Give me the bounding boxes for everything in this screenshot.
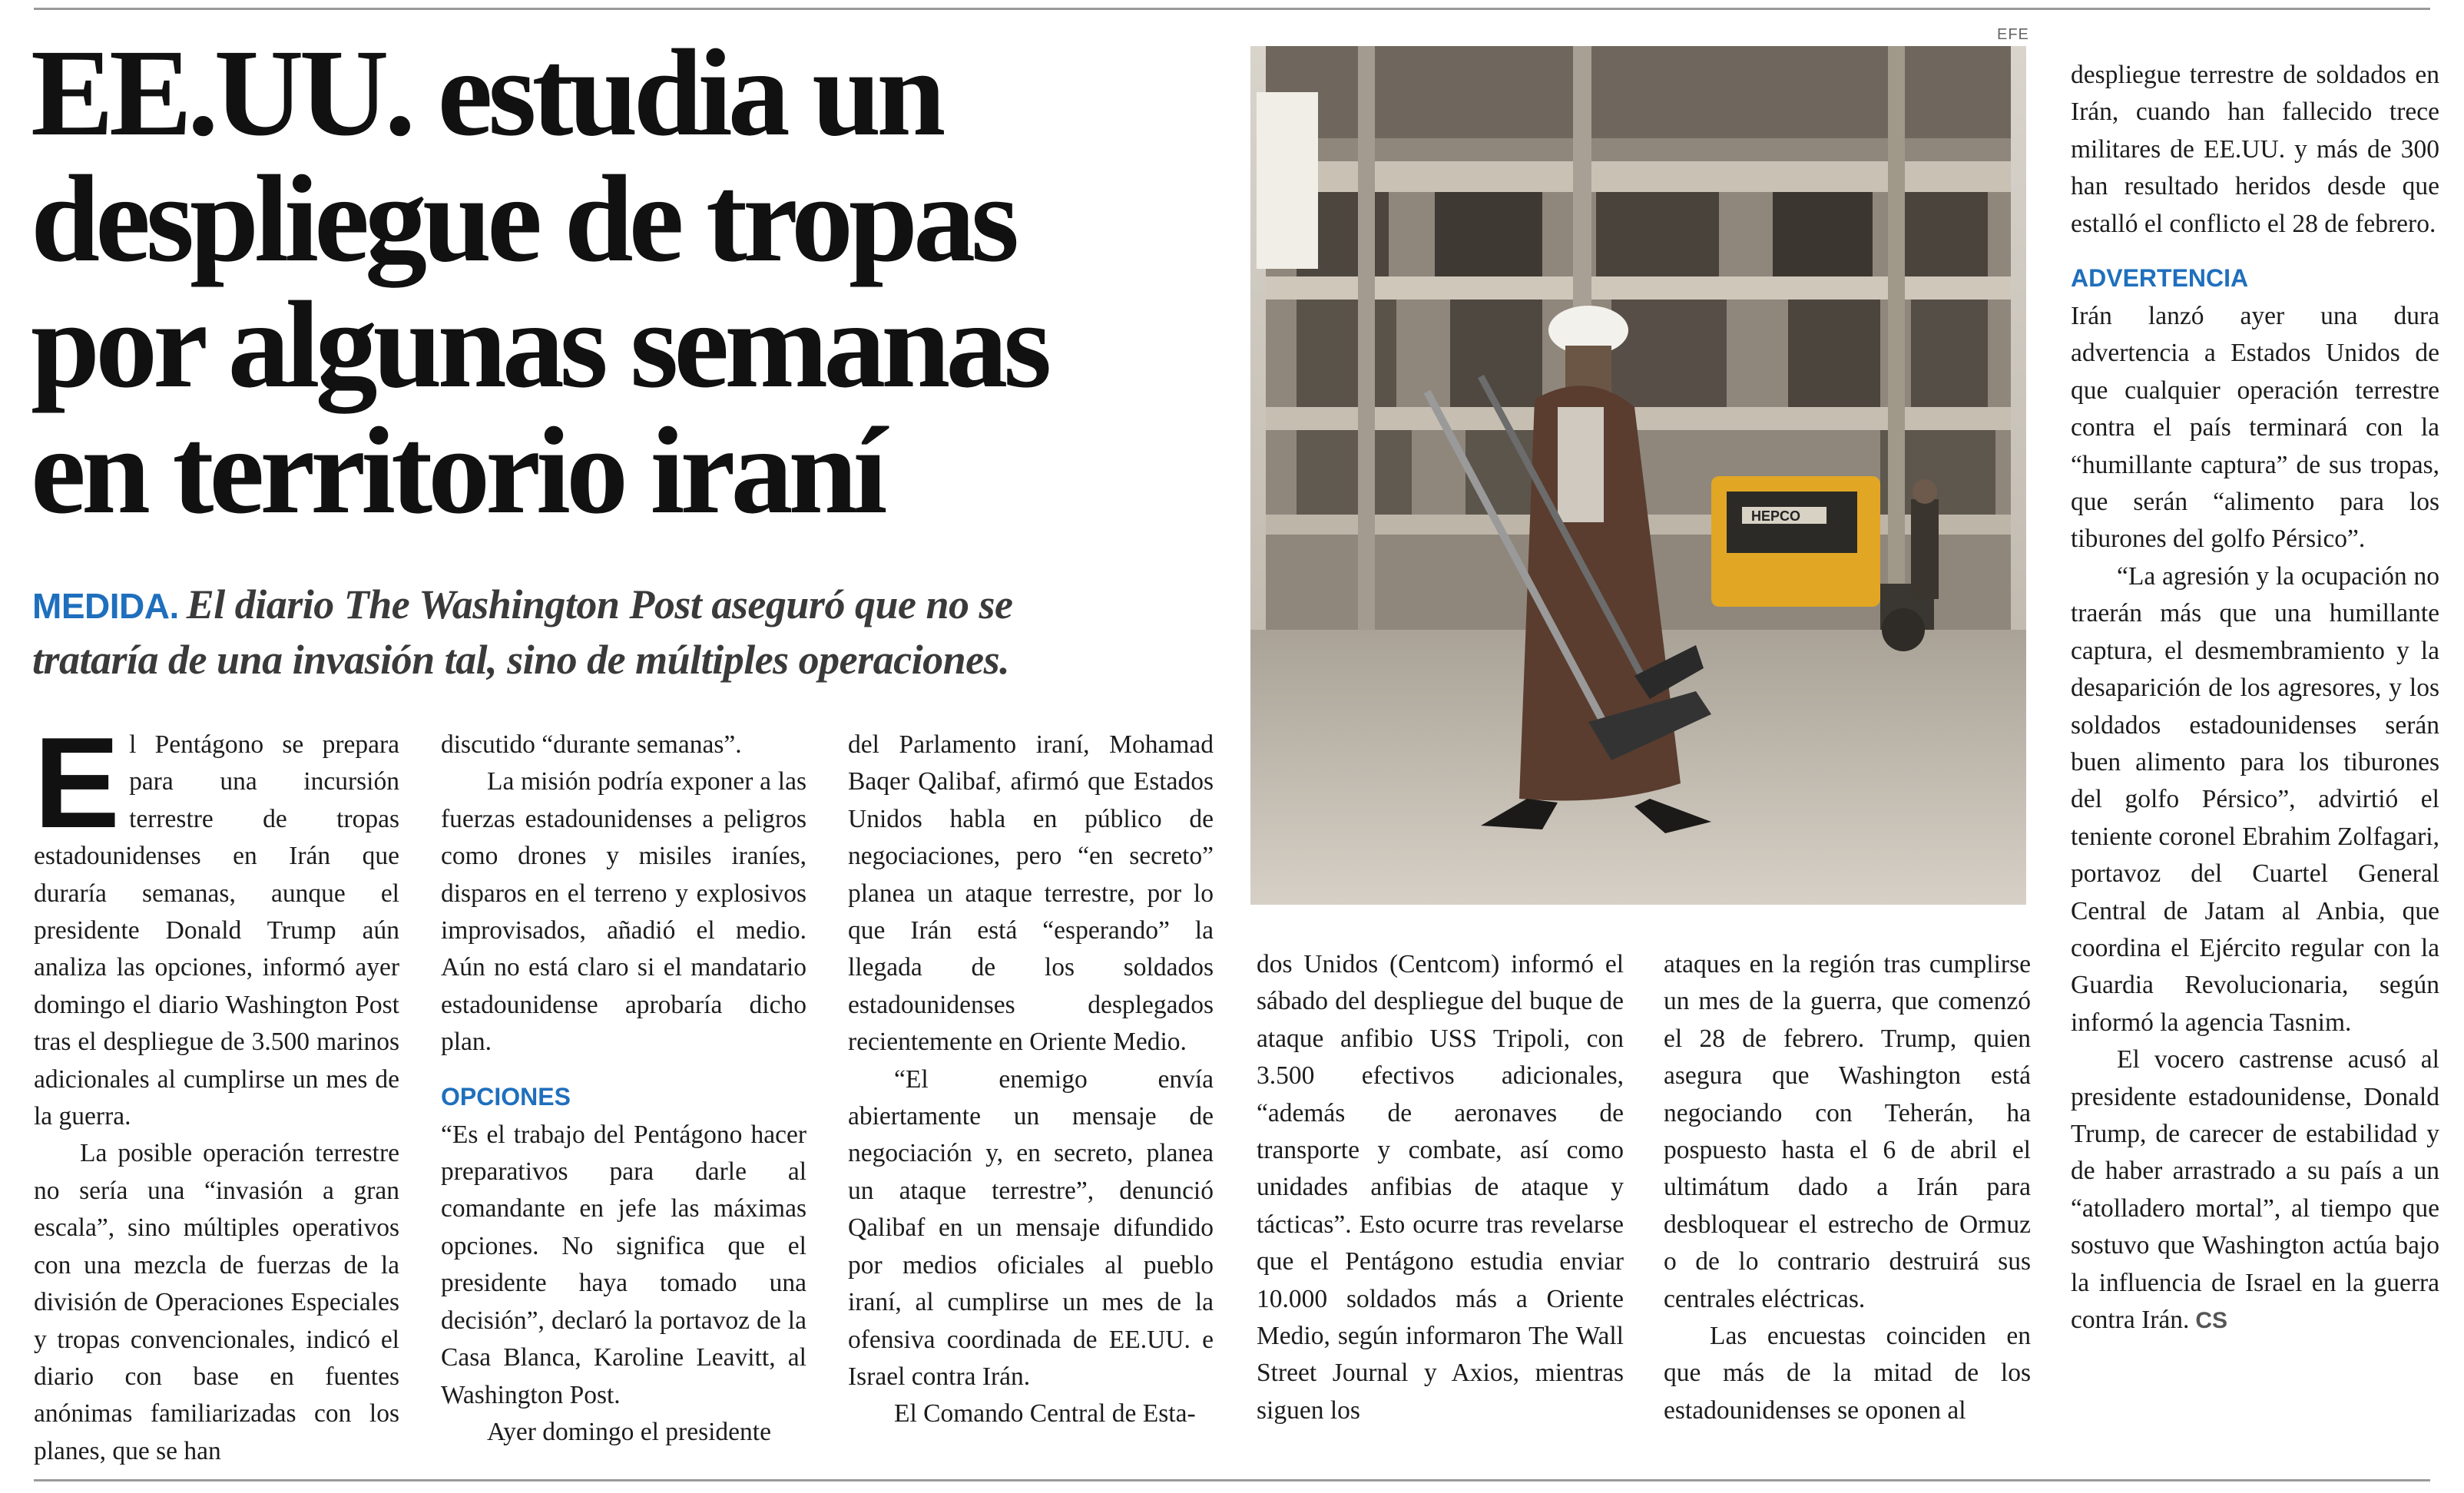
body-paragraph: Ayer domingo el presidente	[487, 1417, 771, 1446]
text-column-6	[2071, 57, 2439, 1339]
body-paragraph: Las encuestas coinciden en que más de la mitad de los estadounidenses se oponen al	[1664, 1322, 2031, 1425]
deck-kicker: MEDIDA.	[32, 586, 179, 626]
drop-cap: E	[34, 710, 121, 855]
end-mark: CS	[2195, 1308, 2228, 1333]
top-rule	[34, 8, 2430, 10]
body-paragraph: La posible operación terrestre no sería una “invasión a gran escala”, sino múltiples operativos con una mezcla de fuerzas de la división de Operaciones Especiales y tropas convencionales, indicó el diario con base en fuentes anónimas familiarizadas con los planes, que se han	[34, 1139, 399, 1465]
body-paragraph: del Parlamento iraní, Mohamad Baqer Qalibaf, afirmó que Estados Unidos habla en público de negociaciones, pero “en secreto” planea un ataque terrestre, por lo que Irán está “esperando” la llegada de los soldados estadounidenses desplegados recientemente en Oriente Medio.	[848, 730, 1214, 1057]
photo-credit: EFE	[1997, 26, 2029, 43]
body-paragraph: El Comando Central de Esta-	[894, 1399, 1196, 1428]
text-column-5	[1664, 946, 2031, 1429]
news-photo	[1250, 46, 2026, 905]
headline-line: EE.UU. estudia un	[31, 25, 942, 162]
text-column-2	[441, 727, 806, 1451]
headline-line: en territorio iraní	[31, 402, 883, 540]
body-paragraph: despliegue terrestre de soldados en Irán, cuando han fallecido trece militares de EE.UU. y más de 300 han resultado heridos desde que estalló el conflicto el 28 de febrero.	[2071, 61, 2439, 238]
body-paragraph: Irán lanzó ayer una dura advertencia a Estados Unidos de que cualquier operación terrestre contra el país terminará con la “humillante captura” de sus tropas, que serán “alimento para los tiburones del golfo Pérsico”.	[2071, 302, 2439, 554]
body-paragraph: “Es el trabajo del Pentágono hacer preparativos para darle al comandante en jefe las máximas opciones. No significa que el presidente haya tomado una decisión”, declaró la portavoz de la Casa Blanca, Karoline Leavitt, al Washington Post.	[441, 1120, 806, 1409]
deck-text-line2: trataría de una invasión tal, sino de múltiples operaciones.	[32, 637, 1010, 683]
text-column-1	[34, 710, 399, 1470]
section-subhead-opciones: OPCIONES	[441, 1082, 571, 1111]
deck-subtitle	[32, 578, 1184, 687]
paragraph-text: l Pentágono se prepara para una incursión terrestre de tropas estadounidenses en Irán que duraría semanas, aunque el presidente Donald Trump aún analiza las opciones, informó ayer domingo el diario Washington Post tras el despliegue de 3.500 marinos adicionales al cumplirse un mes de la guerra.	[34, 730, 399, 1131]
paragraph-text: El vocero castrense acusó al presidente estadounidense, Donald Trump, de carecer de estabilidad y de haber arrastrado a su país a un “atolladero mortal”, al tiempo que sostuvo que Washington actúa bajo la influencia de Israel en la guerra contra Irán.	[2071, 1045, 2439, 1334]
section-subhead-advertencia: ADVERTENCIA	[2071, 264, 2249, 293]
body-paragraph: La misión podría exponer a las fuerzas estadounidenses a peligros como drones y misiles iraníes, disparos en el terreno y explosivos improvisados, añadió el medio. Aún no está claro si el mandatario estadounidense aprobaría dicho plan.	[441, 767, 806, 1057]
headline-line: por algunas semanas	[31, 276, 1048, 414]
loader-label: HEPCO	[1751, 508, 1801, 524]
body-paragraph: dos Unidos (Centcom) informó el sábado del despliegue del buque de ataque anfibio USS Tripoli, con 3.500 efectivos adicionales, “además de aeronaves de transporte y combate, así como unidades anfibias de ataque y tácticas”. Esto ocurre tras revelarse que el Pentágono estudia enviar 10.000 soldados más a Oriente Medio, según informaron The Wall Street Journal y Axios, mientras siguen los	[1257, 950, 1624, 1425]
body-paragraph: “La agresión y la ocupación no traerán más que una humillante captura, el desmembramiento y la desaparición de los agresores, y los soldados estadounidenses serán buen alimento para los tiburones del golfo Pérsico”, advirtió el teniente coronel Ebrahim Zolfagari, portavoz del Cuartel General Central de Jatam al Anbia, que coordina el Ejército regular con la Guardia Revolucionaria, según informó la agencia Tasnim.	[2071, 561, 2439, 1037]
body-paragraph	[2071, 1041, 2439, 1339]
body-paragraph: discutido “durante semanas”.	[441, 730, 742, 759]
body-paragraph: “El enemigo envía abiertamente un mensaje de negociación y, en secreto, planea un ataque terrestre”, denunció Qalibaf en un mensaje difundido por medios oficiales al pueblo iraní, al cumplirse un mes de la ofensiva coordinada de EE.UU. e Israel contra Irán.	[848, 1064, 1214, 1391]
photo-illustration	[1250, 46, 2026, 905]
text-column-3	[848, 727, 1214, 1433]
bottom-rule	[34, 1479, 2430, 1481]
headline	[31, 25, 1214, 540]
body-paragraph: ataques en la región tras cumplirse un mes de la guerra, que comenzó el 28 de febrero. Trump, quien asegura que Washington está negociando con Teherán, ha pospuesto hasta el 6 de abril el ultimátum dado a Irán para desbloquear el estrecho de Ormuz o de lo contrario destruirá sus centrales eléctricas.	[1664, 950, 2031, 1313]
body-paragraph	[34, 710, 399, 1135]
text-column-4	[1257, 946, 1624, 1429]
deck-text-line1: El diario The Washington Post aseguró que no se	[186, 581, 1013, 627]
headline-line: despliegue de tropas	[31, 151, 1015, 288]
